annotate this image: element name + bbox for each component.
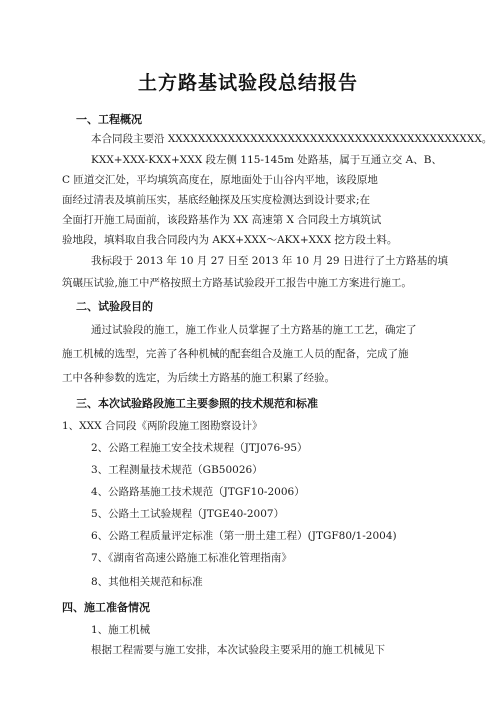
list-item: 5、公路土工试验规程（JTGE40-2007）	[91, 508, 285, 520]
subheading: 1、施工机械	[91, 624, 151, 636]
paragraph-line: 施工机械的选型，完善了各种机械的配套组合及施工人员的配备，完成了施	[62, 348, 409, 360]
list-item: 7、《湖南省高速公路施工标准化管理指南》	[91, 552, 292, 564]
paragraph-line: 我标段于 2013 年 10 月 27 日至 2013 年 10 月 29 日进行了土方路基的填	[91, 255, 448, 267]
paragraph-line: 验地段，填料取自我合同段内为 AKX+XXX～AKX+XXX 挖方段土料。	[62, 234, 398, 246]
document-title: 土方路基试验段总结报告	[137, 72, 358, 94]
list-item: 2、公路工程施工安全技术规程（JTJ076-95）	[91, 442, 308, 454]
section-4-heading: 四、施工准备情况	[62, 601, 150, 614]
paragraph-line: 工中各种参数的选定，为后续土方路基的施工积累了经验。	[62, 372, 335, 384]
list-item: 6、公路工程质量评定标准（第一册土建工程）(JTGF80/1-2004)	[91, 530, 397, 542]
list-item: 1、XXX 合同段《两阶段施工图勘察设计》	[62, 420, 263, 432]
paragraph-line: KXX+XXX-KXX+XXX 段左侧 115-145m 处路基，属于互通立交 A、B、	[91, 154, 442, 166]
list-item: 8、其他相关规范和标准	[91, 576, 203, 588]
paragraph-line: C 匝道交汇处，平均填筑高度在，原地面处于山谷内平地，该段原地	[62, 174, 378, 186]
section-2-heading: 二、试验段目的	[76, 300, 153, 313]
paragraph-line: 根据工程需要与施工安排，本次试验段主要采用的施工机械见下	[91, 644, 385, 656]
paragraph-line: 面经过清表及填前压实，基底经触探及压实度检测达到设计要求;在	[62, 194, 371, 206]
section-3-heading: 三、本次试验路段施工主要参照的技术规范和标准	[76, 397, 318, 410]
paragraph-line: 通过试验段的施工，施工作业人员掌握了土方路基的施工工艺，确定了	[91, 324, 417, 336]
list-item: 3、工程测量技术规范（GB50026）	[91, 464, 263, 476]
paragraph-line: 筑碾压试验,施工中严格按照土方路基试验段开工报告中施工方案进行施工。	[62, 277, 412, 289]
paragraph-line: 本合同段主要沿 XXXXXXXXXXXXXXXXXXXXXXXXXXXXXXXXXXXXXXXXXX。	[91, 133, 493, 145]
paragraph-line: 全面打开施工局面前，该段路基作为 XX 高速第 X 合同段土方填筑试	[62, 214, 382, 226]
list-item: 4、公路路基施工技术规范（JTGF10-2006）	[91, 486, 305, 498]
section-1-heading: 一、工程概况	[76, 113, 142, 126]
